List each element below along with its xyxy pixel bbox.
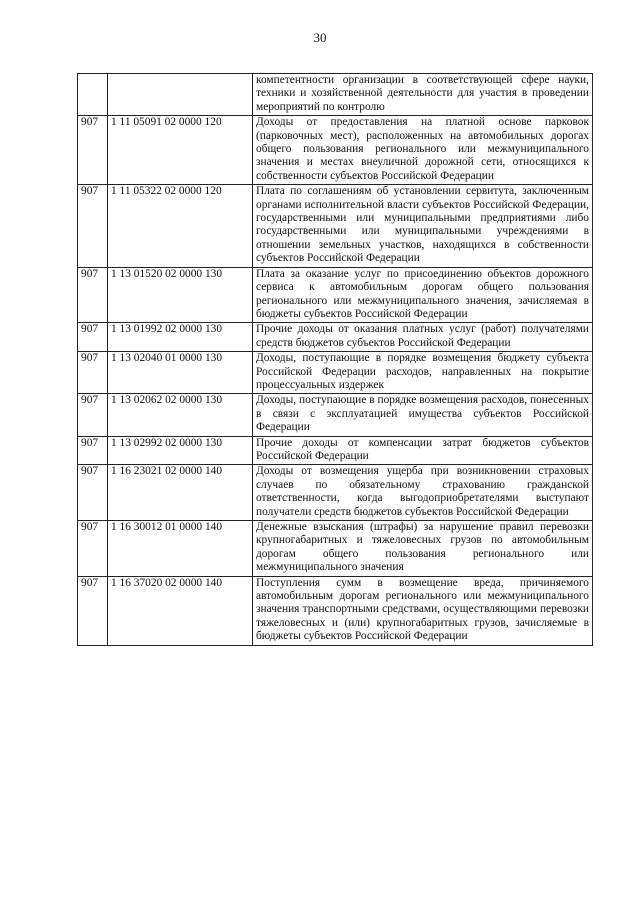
budget-code-cell: 1 16 37020 02 0000 140 xyxy=(108,576,253,645)
admin-code-cell: 907 xyxy=(78,323,108,352)
budget-code-cell: 1 13 02992 02 0000 130 xyxy=(108,436,253,465)
revenue-description-cell: компетентности организации в соответствующей сфере науки, техники и хозяйственной деятельности для участия в проведении мероприятий по контролю xyxy=(253,74,593,116)
budget-code-cell: 1 16 23021 02 0000 140 xyxy=(108,465,253,521)
budget-code-cell: 1 11 05091 02 0000 120 xyxy=(108,116,253,185)
admin-code-cell: 907 xyxy=(78,267,108,323)
revenue-description-cell: Доходы, поступающие в порядке возмещения бюджету субъекта Российской Федерации расходов, направленных на покрытие процессуальных издержек xyxy=(253,352,593,394)
table-row xyxy=(78,394,593,436)
budget-code-cell xyxy=(108,74,253,116)
revenue-description-cell: Прочие доходы от компенсации затрат бюджетов субъектов Российской Федерации xyxy=(253,436,593,465)
admin-code-cell xyxy=(78,74,108,116)
budget-code-cell: 1 13 02040 01 0000 130 xyxy=(108,352,253,394)
admin-code-cell: 907 xyxy=(78,116,108,185)
admin-code-cell: 907 xyxy=(78,465,108,521)
table-row xyxy=(78,116,593,185)
budget-code-cell: 1 11 05322 02 0000 120 xyxy=(108,185,253,267)
budget-code-cell: 1 13 01992 02 0000 130 xyxy=(108,323,253,352)
table-row xyxy=(78,436,593,465)
table-row xyxy=(78,465,593,521)
admin-code-cell: 907 xyxy=(78,394,108,436)
table-row xyxy=(78,352,593,394)
revenue-description-cell: Прочие доходы от оказания платных услуг (работ) получателями средств бюджетов субъектов Российской Федерации xyxy=(253,323,593,352)
table-row xyxy=(78,185,593,267)
revenue-codes-table xyxy=(77,73,593,646)
revenue-description-cell: Доходы, поступающие в порядке возмещения расходов, понесенных в связи с эксплуатацией имущества субъектов Российской Федерации xyxy=(253,394,593,436)
revenue-description-cell: Денежные взыскания (штрафы) за нарушение правил перевозки крупногабаритных и тяжеловесных грузов по автомобильным дорогам общего пользования регионального или межмуниципального значения xyxy=(253,521,593,577)
table-row xyxy=(78,521,593,577)
admin-code-cell: 907 xyxy=(78,436,108,465)
revenue-description-cell: Плата по соглашениям об установлении сервитута, заключенным органами исполнительной власти субъектов Российской Федерации, государственными или муниципальными предприятиями либо государственными или муниципальными учреждениями в отношении земельных участков, находящихся в собственности субъектов Российской Федерации xyxy=(253,185,593,267)
table-row xyxy=(78,267,593,323)
admin-code-cell: 907 xyxy=(78,352,108,394)
budget-code-cell: 1 13 02062 02 0000 130 xyxy=(108,394,253,436)
revenue-description-cell: Доходы от возмещения ущерба при возникновении страховых случаев по обязательному страхованию гражданской ответственности, когда выгодоприобретателями выступают получатели средств бюджетов субъектов Российской Федерации xyxy=(253,465,593,521)
table-row xyxy=(78,74,593,116)
revenue-description-cell: Плата за оказание услуг по присоединению объектов дорожного сервиса к автомобильным дорогам общего пользования регионального или межмуниципального значения, зачисляемая в бюджеты субъектов Российской Федерации xyxy=(253,267,593,323)
budget-code-cell: 1 16 30012 01 0000 140 xyxy=(108,521,253,577)
admin-code-cell: 907 xyxy=(78,185,108,267)
admin-code-cell: 907 xyxy=(78,521,108,577)
revenue-description-cell: Доходы от предоставления на платной основе парковок (парковочных мест), расположенных на автомобильных дорогах общего пользования регионального или межмуниципального значения и местах внеуличной дорожной сети, относящихся к собственности субъектов Российской Федерации xyxy=(253,116,593,185)
budget-code-cell: 1 13 01520 02 0000 130 xyxy=(108,267,253,323)
revenue-description-cell: Поступления сумм в возмещение вреда, причиняемого автомобильным дорогам регионального или межмуниципального значения транспортными средствами, осуществляющими перевозки тяжеловесных и (или) крупногабаритных грузов, зачисляемые в бюджеты субъектов Российской Федерации xyxy=(253,576,593,645)
table-row xyxy=(78,576,593,645)
page-number: 30 xyxy=(313,30,327,45)
admin-code-cell: 907 xyxy=(78,576,108,645)
table-row xyxy=(78,323,593,352)
